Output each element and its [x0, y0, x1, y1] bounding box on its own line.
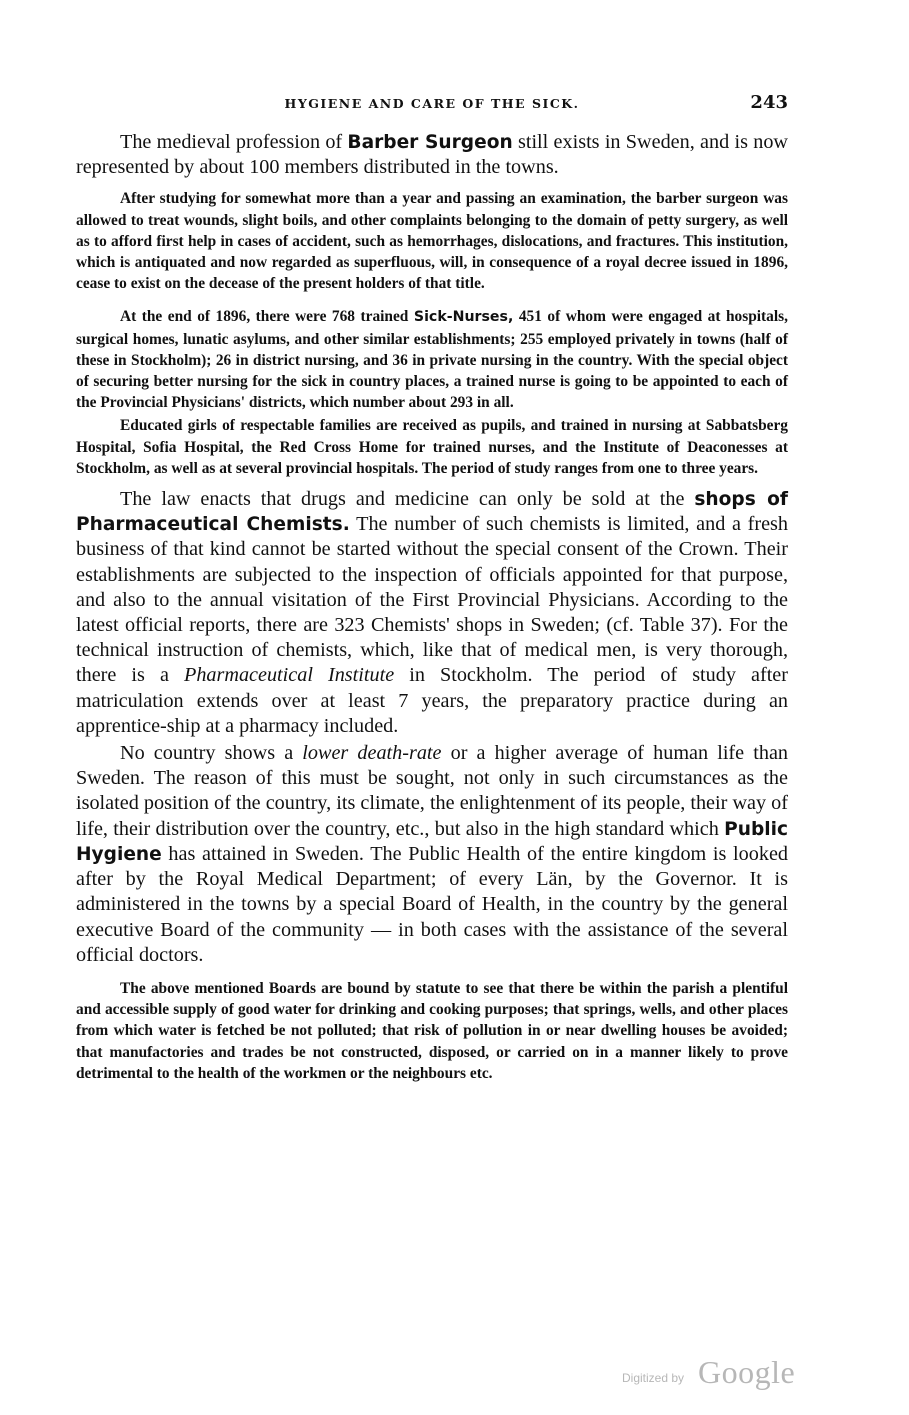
paragraph-nurse-pupils	[76, 415, 788, 479]
google-logo: Google	[698, 1354, 796, 1390]
text-run: The medieval profession of	[120, 131, 348, 153]
running-title: HYGIENE AND CARE OF THE SICK.	[284, 96, 580, 111]
text-run: still exists in Sweden, and is now represented by about 100 members distributed in the towns.	[76, 131, 788, 179]
text-run: The law enacts that drugs and medicine can only be sold at the	[120, 488, 695, 511]
term-pharmaceutical-chemists: shops of Pharmaceutical Chemists.	[76, 489, 788, 536]
page-number: 243	[750, 92, 788, 113]
paragraph-barber-surgeon	[76, 130, 788, 180]
running-head	[76, 92, 788, 118]
paragraph-barber-detail	[76, 188, 788, 294]
term-sick-nurses: Sick-Nurses,	[413, 309, 514, 326]
text-run: Educated girls of respectable families are received as pupils, and trained in nursing at Sabbatsberg Hospital, Sofia Hospital, the Red Cross Home for trained nurses, and the Institute of Deaconesses at Stockholm, as well as at several provincial hospitals. The period of study ranges from one to three years.	[76, 417, 788, 477]
term-pharmaceutical-institute: Pharmaceutical Institute	[183, 664, 395, 687]
watermark-prefix: Digitized by	[622, 1371, 685, 1385]
book-page	[76, 92, 788, 1084]
text-run: At the end of 1896, there were 768 trained	[120, 308, 414, 326]
text-run: has attained in Sweden. The Public Health of the entire kingdom is looked after by the Royal Medical Department; of every Län, by the Governor. It is administered in the towns by a special Board of Health, in the country by the general executive Board of the community — in both cases with the assistance of the several official doctors.	[76, 842, 788, 966]
text-run: No country shows a	[120, 742, 303, 765]
text-run: The number of such chemists is limited, and a fresh business of that kind cannot be started without the special consent of the Crown. Their establishments are subjected to the inspection of officials appointed for that purpose, and also to the annual visitation of the First Provincial Physicians. According to the latest official reports, there are 323 Chemists' shops in Sweden; (cf. Table 37). For the technical instruction of chemists, which, like that of medical men, is very thorough, there is a	[76, 513, 788, 687]
text-run: in Stockholm. The period of study after matriculation extends over at least 7 years, the preparatory practice during an apprentice-ship at a pharmacy included.	[76, 664, 788, 737]
text-run: or a higher average of human life than Sweden. The reason of this must be sought, not only in such circumstances as the isolated position of the country, its climate, the enlightenment of its people, their way of life, their distribution over the country, etc., but also in the high standard which	[76, 742, 788, 840]
digitized-watermark	[622, 1354, 812, 1394]
paragraph-public-hygiene	[76, 741, 788, 968]
term-barber-surgeon: Barber Surgeon	[347, 132, 513, 153]
text-run: 451 of whom were engaged at hospitals, surgical homes, lunatic asylums, and other similar establishments; 255 employed privately in towns (half of these in Stockholm); 26 in district nursing, and 36 in private nursing in the country. With the special object of securing better nursing for the sick in country places, a trained nurse is going to be appointed to each of the Provincial Physicians' districts, which number about 293 in all.	[76, 308, 788, 412]
paragraph-sick-nurses	[76, 306, 788, 413]
paragraph-pharmaceutical-chemists	[76, 487, 788, 739]
paragraph-boards-statute	[76, 978, 788, 1084]
text-run: The above mentioned Boards are bound by statute to see that there be within the parish a plentiful and accessible supply of good water for drinking and cooking purposes; that springs, wells, and other places from which water is fetched be not polluted; that risk of pollution in or near dwelling houses be avoided; that manufactories and trades be not constructed, disposed, or carried on in a manner likely to prove detrimental to the health of the workmen or the neighbours etc.	[76, 979, 788, 1082]
term-public-hygiene: Public Hygiene	[76, 818, 788, 865]
text-run: After studying for somewhat more than a year and passing an examination, the barber surgeon was allowed to treat wounds, slight boils, and other complaints belonging to the domain of petty surgery, as well as to afford first help in cases of accident, such as hemorrhages, dislocations, and fractures. This institution, which is antiquated and now regarded as superfluous, will, in consequence of a royal decree issued in 1896, cease to exist on the decease of the present holders of that title.	[76, 190, 788, 293]
term-lower-death-rate: lower death-rate	[302, 742, 442, 765]
